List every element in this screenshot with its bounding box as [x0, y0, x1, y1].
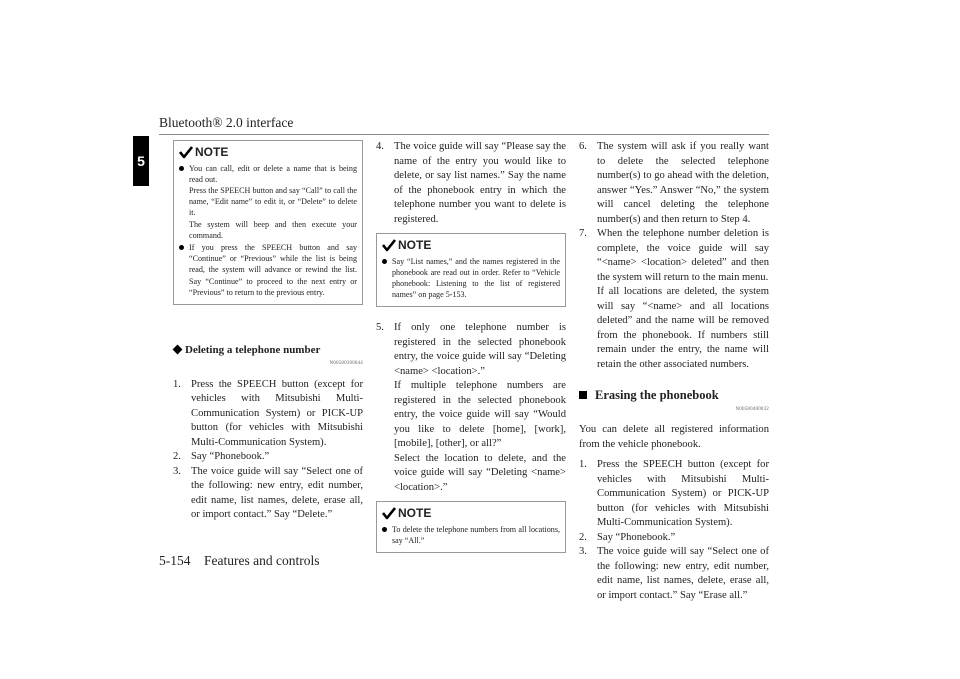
step-number: 1. [173, 378, 181, 390]
note-line: If you press the SPEECH button and say “Continue” or “Previous” while the list is being read, the system will advance or rewind the list. Say “Continue” to proceed to the next entry or “Previous” to return to the previous entry. [189, 242, 357, 297]
step-number: 1. [579, 459, 587, 470]
step-text: Say “Phonebook.” [191, 451, 270, 463]
note-item [382, 256, 560, 301]
note-header [382, 506, 560, 521]
step-number: 7. [579, 228, 587, 239]
step-item [173, 465, 363, 523]
check-note-icon [179, 146, 193, 159]
check-note-icon [382, 239, 396, 252]
note-item [179, 163, 357, 241]
step-number: 4. [376, 141, 384, 152]
note-header [179, 145, 357, 160]
column-left [173, 140, 363, 523]
step-item [579, 140, 769, 227]
step-number: 6. [579, 141, 587, 152]
step-number: 3. [173, 465, 181, 477]
step-text: Press the SPEECH button (except for vehicles with Mitsubishi Multi-Communication System) or PICK-UP button (for vehicles with Mitsubishi Multi-Communication System). [191, 378, 363, 448]
square-icon [579, 391, 587, 399]
note-item [179, 242, 357, 298]
step-item [173, 450, 363, 465]
note-label: NOTE [398, 238, 432, 252]
header-rule [159, 134, 769, 135]
note-header [382, 238, 560, 253]
step-text: When the telephone number deletion is complete, the voice guide will say “<name> <location> deleted” and then the system will return to the main menu. [597, 228, 769, 283]
section-code: N00580300044 [329, 361, 363, 367]
note-line: You can call, edit or delete a name that is being read out. [189, 163, 357, 184]
step-text: Press the SPEECH button (except for vehicles with Mitsubishi Multi-Communication System) or PICK-UP button (for vehicles with Mitsubishi Multi-Communication System). [597, 459, 769, 528]
step-item [579, 545, 769, 603]
page-header-title: Bluetooth® 2.0 interface [159, 115, 294, 130]
step-item [579, 227, 769, 372]
note-line: To delete the telephone numbers from all locations, say “All.” [392, 524, 560, 546]
step-text: The voice guide will say “Select one of the following: new entry, edit number, edit name, list names, delete, erase all, or import contact.” Say “Erase all.” [597, 546, 769, 601]
footer-section: Features and controls [204, 553, 320, 568]
chapter-tab: 5 [133, 136, 149, 186]
step-text: If multiple telephone numbers are registered in the selected phonebook entry, the voice guide will say “Would you like to delete [home], [work], [mobile], [other], or all?” [394, 380, 566, 450]
note-box [376, 233, 566, 307]
step-number: 2. [579, 531, 587, 543]
step-number: 2. [173, 451, 181, 463]
note-label: NOTE [195, 145, 229, 159]
note-line: The system will beep and then execute your command. [189, 219, 357, 240]
step-text: The voice guide will say “Please say the name of the entry you would like to delete, or say list names.” Say the name of the phonebook entry in which the telephone number you want to delete is registered. [394, 141, 566, 225]
page-number: 5-154 [159, 553, 191, 568]
step-text: Select the location to delete, and the voice guide will say “Deleting <name> <location>.” [394, 452, 566, 493]
note-line: Press the SPEECH button and say “Call” to call the name, “Edit name” to edit it, or “Delete” to delete it. [189, 185, 357, 218]
page-footer [159, 553, 319, 569]
step-item [579, 458, 769, 531]
step-number: 3. [579, 546, 587, 557]
bullet-icon [179, 245, 184, 250]
step-text: Say “Phonebook.” [597, 531, 676, 543]
step-item [173, 378, 363, 451]
note-label: NOTE [398, 506, 432, 521]
step-item [376, 321, 566, 495]
note-item [382, 524, 560, 546]
step-item [376, 140, 566, 227]
step-text: If only one telephone number is registered in the selected phonebook entry, the voice guide will say “Deleting <name> <location>.” [394, 322, 566, 377]
column-middle [376, 140, 566, 565]
note-box [376, 501, 566, 553]
step-item [579, 531, 769, 546]
section-title: Erasing the phonebook [595, 388, 719, 402]
step-text: If all locations are deleted, the system will say “<name> and all locations deleted” and the name will be removed from the phonebook. If numbers still remain under the entry, the name will retain the other associated numbers. [597, 286, 769, 370]
bullet-icon [179, 166, 184, 171]
diamond-icon [173, 344, 183, 354]
section-heading [579, 388, 769, 403]
bullet-icon [382, 527, 387, 532]
section-heading [173, 343, 363, 358]
intro-paragraph: You can delete all registered information from the vehicle phonebook. [579, 424, 769, 450]
check-note-icon [382, 507, 396, 520]
bullet-icon [382, 259, 387, 264]
note-box [173, 140, 363, 305]
section-code: N00580400032 [735, 406, 769, 412]
step-text: The voice guide will say “Select one of the following: new entry, edit number, edit name, list names, delete, erase all, or import contact.” Say “Delete.” [191, 465, 363, 521]
column-right [579, 140, 769, 603]
step-number: 5. [376, 322, 384, 334]
step-text: The system will ask if you really want to delete the selected telephone number(s) to go ahead with the deletion, answer “Yes.” Answer “No,” the system will cancel deleting the telephone number(s) and then return to Step 4. [597, 141, 769, 225]
section-title: Deleting a telephone number [185, 343, 321, 356]
note-line: Say “List names,” and the names registered in the phonebook are read out in order. Refer to “Vehicle phonebook: Listening to the list of registered names” on page 5-153. [392, 256, 560, 300]
